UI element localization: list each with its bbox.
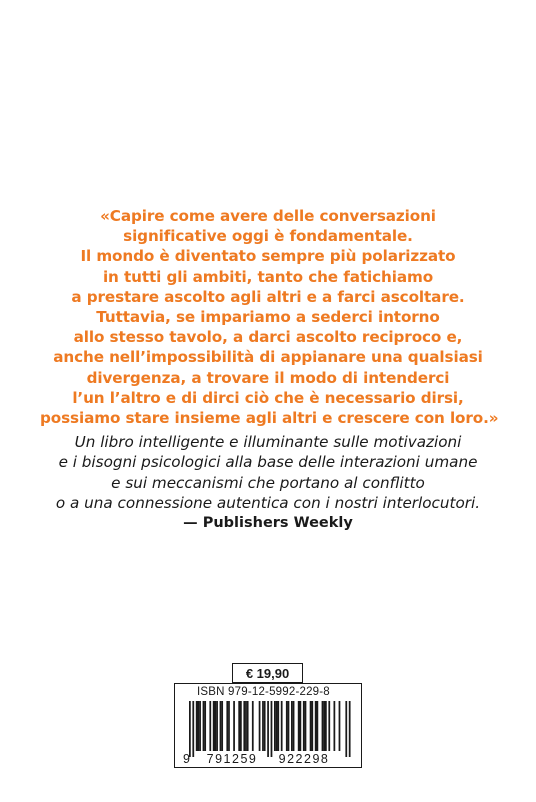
barcode-bar [281, 701, 283, 751]
barcode-bar [317, 701, 319, 751]
barcode-bar [262, 701, 264, 751]
barcode-bar [264, 701, 266, 751]
barcode-bar [216, 701, 218, 751]
barcode-bar [286, 701, 288, 751]
quote-line: Tuttavia, se impariamo a sederci intorno [96, 308, 440, 327]
barcode-bar [247, 701, 249, 751]
barcode-bar [334, 701, 336, 751]
review-line: o a una connessione autentica con i nostri interlocutori. [55, 493, 481, 512]
barcode-bar [192, 701, 194, 757]
barcode-bar [345, 701, 347, 757]
barcode-bar [300, 701, 302, 751]
barcode-bar [204, 701, 206, 751]
quote-line: in tutti gli ambiti, tanto che fatichiamo [102, 267, 434, 286]
barcode-bar [240, 701, 242, 751]
barcode-bar [221, 701, 223, 751]
review-line: Un libro intelligente e illuminante sulle motivazioni [74, 433, 462, 451]
barcode-bar [189, 701, 191, 757]
barcode-bar [276, 701, 278, 751]
barcode-bar [325, 701, 327, 751]
barcode-bar [328, 701, 330, 751]
barcode-bar [226, 701, 228, 751]
barcode-left-digits: 791259 [206, 752, 258, 766]
price-label: € 19,90 [232, 663, 303, 683]
barcode-bar [322, 701, 324, 751]
barcode-bar [259, 701, 261, 751]
review-blurb [30, 432, 506, 533]
barcode-bar [315, 701, 317, 751]
barcode-bar [274, 701, 276, 751]
quote-line: significative oggi è fondamentale. [123, 227, 413, 246]
barcode-bar [291, 701, 293, 751]
barcode-bar [310, 701, 312, 751]
barcode-bar [267, 701, 269, 757]
barcode-bar [288, 701, 290, 751]
barcode-bar [233, 701, 235, 751]
barcode-first-digit: 9 [183, 752, 190, 766]
isbn-text: ISBN 979-12-5992-229-8 [197, 686, 330, 698]
barcode-bar [209, 701, 211, 751]
quote-line: anche nell’impossibilità di appianare una qualsiasi [53, 348, 483, 367]
review-source: — Publishers Weekly [183, 515, 353, 532]
quote-line: «Capire come avere delle conversazioni [100, 207, 436, 225]
barcode-bar [198, 701, 200, 751]
barcode-bar [303, 701, 305, 751]
barcode-bar [323, 701, 325, 751]
quote-line: a prestare ascolto agli altri e a farci ascoltare. [71, 287, 465, 306]
quote-line: divergenza, a trovare il modo di intenderci [86, 368, 450, 387]
barcode-image [175, 684, 361, 767]
barcode-bar [277, 701, 279, 751]
barcode-bar [339, 701, 341, 751]
barcode-bar [298, 701, 300, 751]
quote-line: Il mondo è diventato sempre più polarizzato [80, 247, 456, 266]
barcode-right-digits: 922298 [278, 752, 330, 766]
barcode-bar [305, 701, 307, 751]
quote-line: l’un l’altro e di dirci ciò che è necessario dirsi, [72, 388, 464, 407]
review-line: e i bisogni psicologici alla base delle interazioni umane [58, 453, 478, 472]
barcode-bar [228, 701, 230, 751]
barcode-bar [252, 701, 254, 751]
quote-line: allo stesso tavolo, a darci ascolto reciproco e, [73, 328, 463, 347]
barcode-bar [203, 701, 205, 751]
barcode-bar [293, 701, 295, 751]
barcode-bar [220, 701, 222, 751]
barcode-bar [311, 701, 313, 751]
barcode-bar [215, 701, 217, 751]
barcode-bar [196, 701, 198, 751]
barcode-bar [271, 701, 273, 757]
barcode-bar [238, 701, 240, 751]
barcode-bar [349, 701, 351, 757]
barcode-bar [199, 701, 201, 751]
barcode-bar [243, 701, 245, 751]
blurb-quote [40, 206, 499, 428]
barcode-panel [174, 683, 362, 768]
barcode-bar [245, 701, 247, 751]
quote-line: possiamo stare insieme agli altri e crescere con loro.» [40, 409, 499, 428]
review-line: e sui meccanismi che portano al conflitto [111, 473, 425, 492]
barcode-bar [213, 701, 215, 751]
